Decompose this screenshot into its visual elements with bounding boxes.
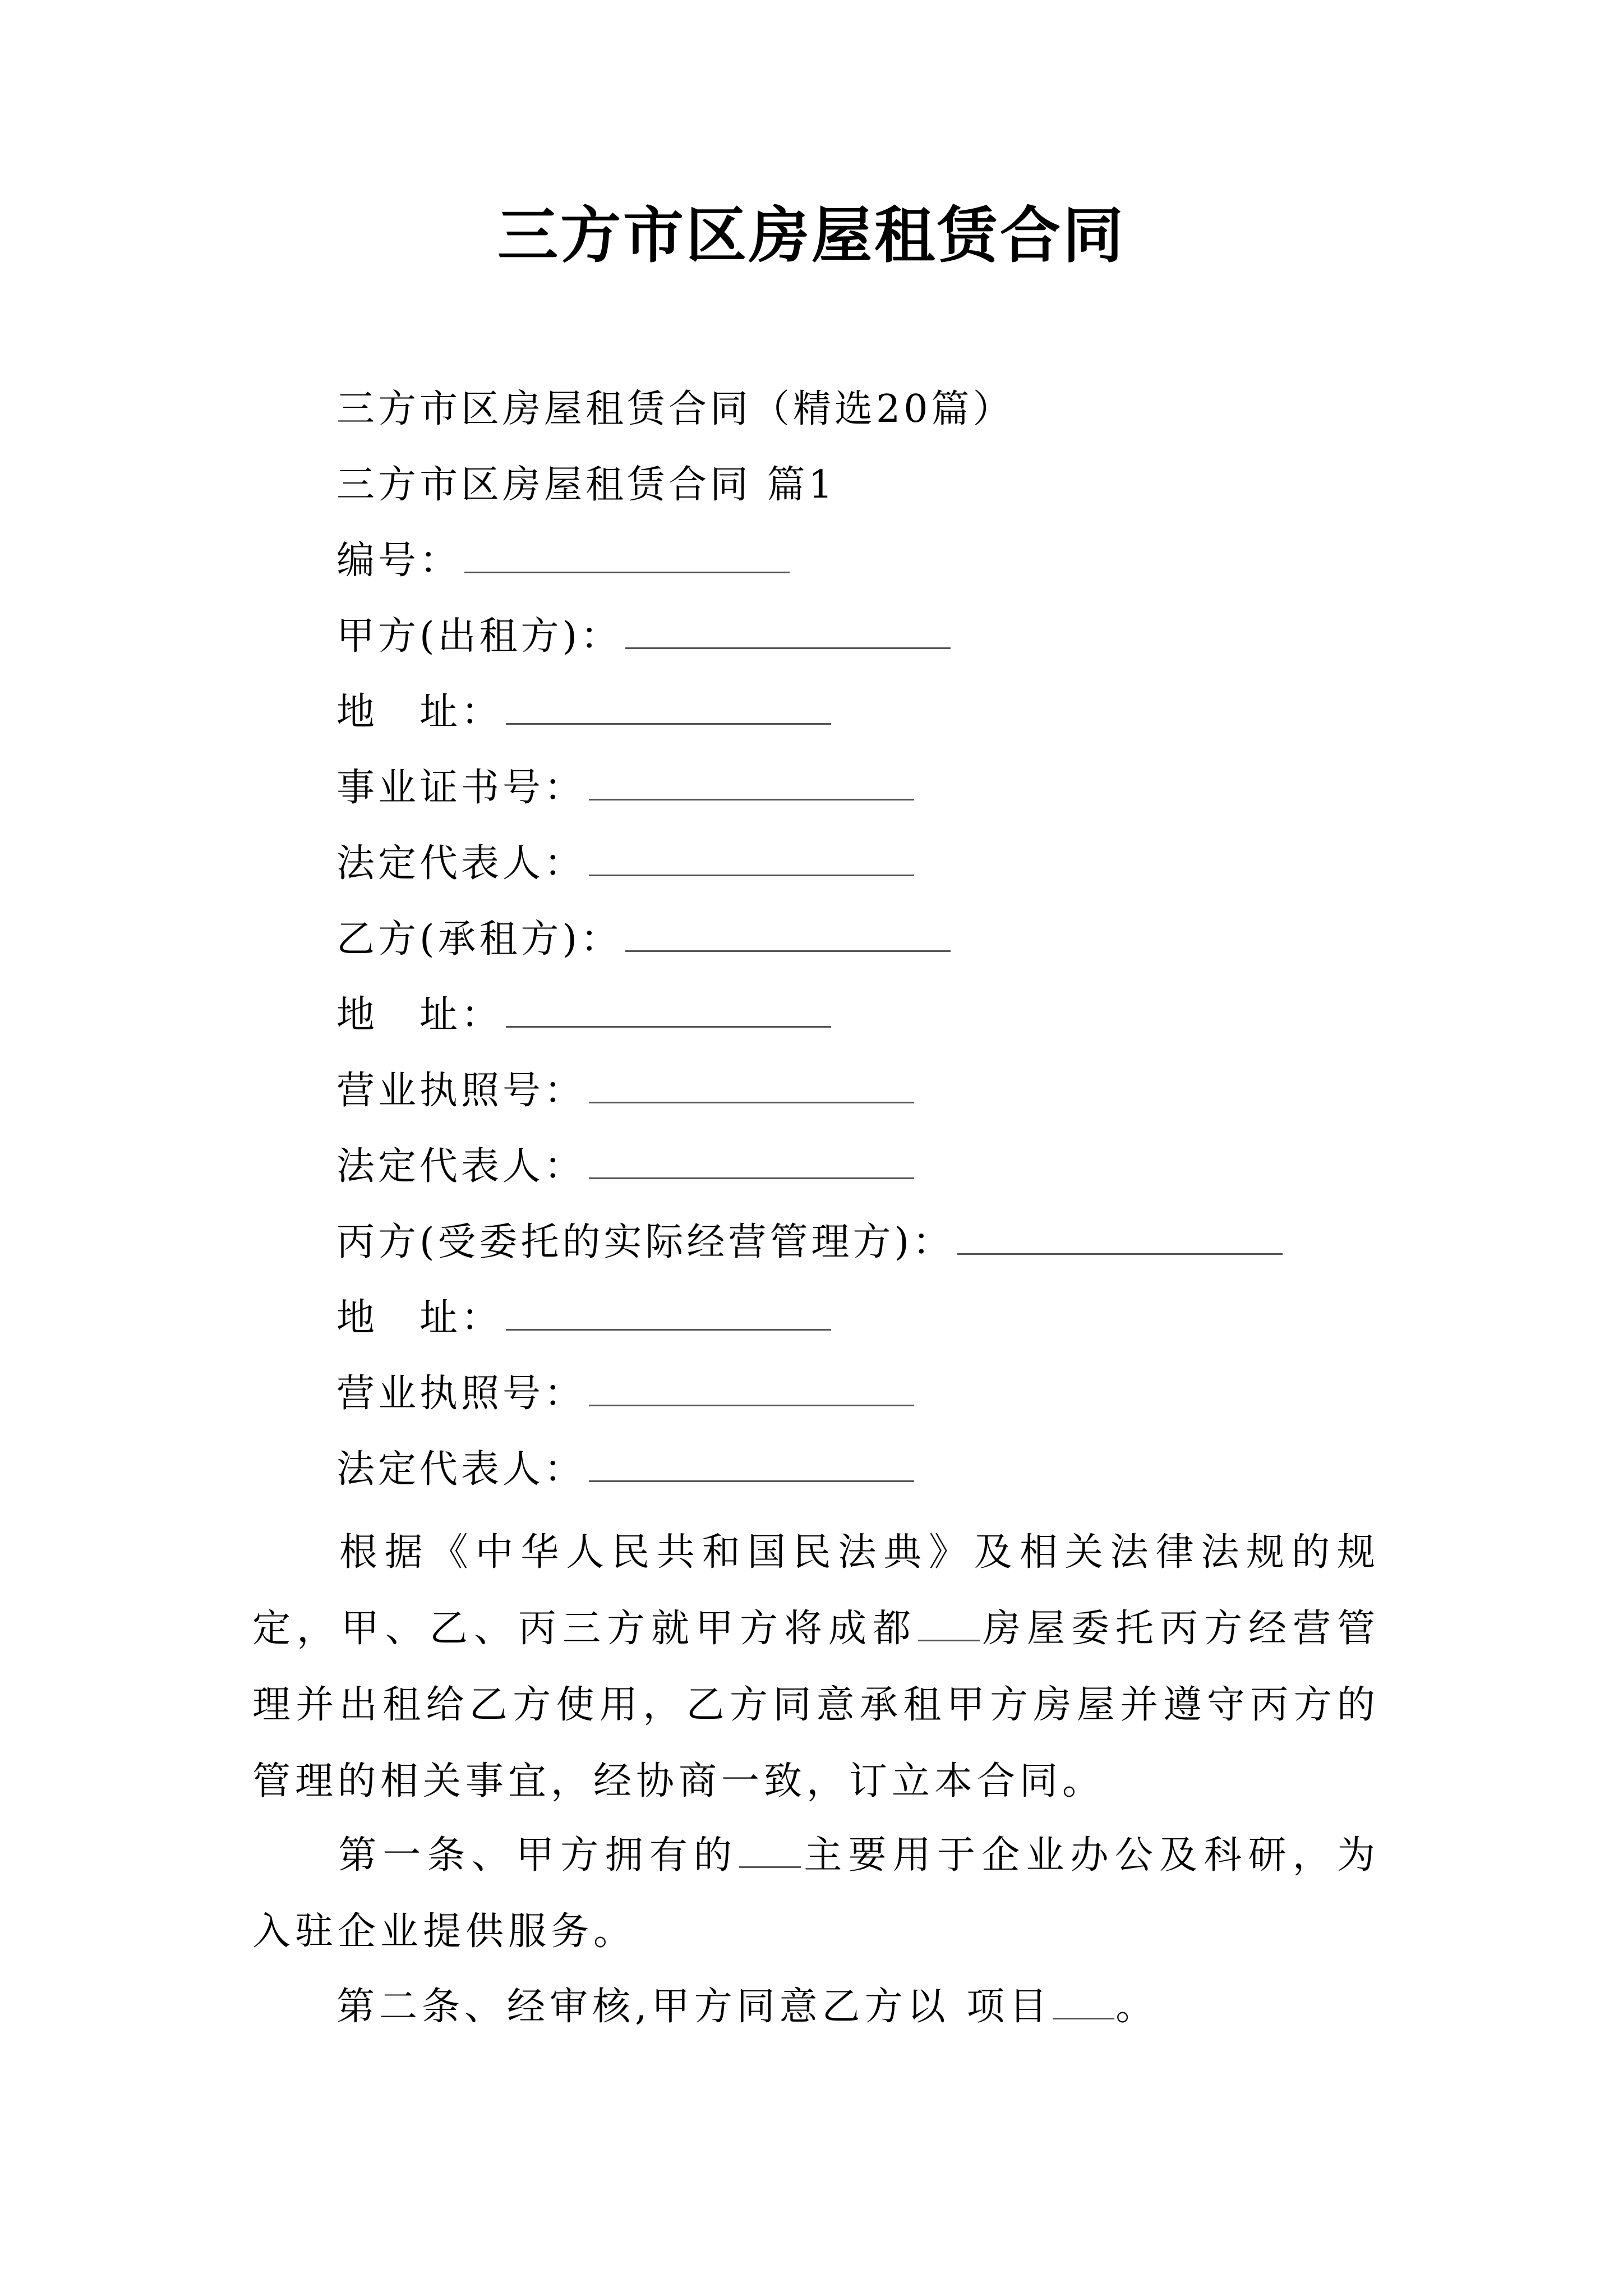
field-label: 法定代表人： xyxy=(336,841,586,886)
field-label: 地 址： xyxy=(336,1296,503,1340)
blank-line xyxy=(625,615,951,649)
blank-line xyxy=(506,691,831,725)
field-party-a xyxy=(336,611,951,662)
article-1-paragraph xyxy=(252,1818,1380,1970)
field-label: 丙方(受委托的实际经营管理方)： xyxy=(336,1220,955,1264)
field-party-a-address xyxy=(336,687,831,738)
paragraph-text: 主要用于企业办公及科研，为入驻企业提供服务。 xyxy=(252,1833,1380,1954)
field-label: 事业证书号： xyxy=(336,766,586,810)
blank-line xyxy=(625,918,951,952)
blank-line xyxy=(464,539,790,573)
intro-paragraph xyxy=(252,1515,1380,1820)
chapter-heading: 三方市区房屋租赁合同 篇1 xyxy=(336,463,836,507)
blank-line xyxy=(589,766,914,800)
paragraph-text: 。 xyxy=(1115,1985,1159,2029)
field-label: 法定代表人： xyxy=(336,1144,586,1189)
field-label: 法定代表人： xyxy=(336,1447,586,1492)
blank-line xyxy=(739,1834,801,1868)
blank-line xyxy=(589,1145,914,1179)
article-2-paragraph xyxy=(252,1969,1380,2045)
paragraph-text: 根据《中华人民共和国民法典》及相关法律法规的规定，甲、乙、丙三方就甲方将成都 xyxy=(252,1530,1380,1651)
field-label: 甲方(出租方)： xyxy=(336,614,623,659)
blank-line xyxy=(506,993,831,1028)
field-party-c-license xyxy=(336,1369,914,1419)
document-subtitle: 三方市区房屋租赁合同（精选20篇） xyxy=(336,387,1015,431)
field-label: 地 址： xyxy=(336,690,503,734)
paragraph-text: 第一条、甲方拥有的 xyxy=(336,1833,739,1878)
blank-line xyxy=(589,1069,914,1103)
field-party-b-representative xyxy=(336,1142,914,1192)
field-label: 营业执照号： xyxy=(336,1069,586,1113)
blank-line xyxy=(918,1607,980,1641)
field-party-a-certificate xyxy=(336,763,914,813)
field-party-b xyxy=(336,914,951,965)
blank-line xyxy=(506,1296,831,1331)
document-title: 三方市区房屋租赁合同 xyxy=(497,200,1126,271)
blank-line xyxy=(1053,1985,1114,2019)
field-label: 乙方(承租方)： xyxy=(336,917,623,961)
blank-line xyxy=(589,1372,914,1406)
field-contract-number xyxy=(336,536,790,586)
field-party-b-license xyxy=(336,1066,914,1116)
field-party-a-representative xyxy=(336,839,914,889)
paragraph-text: 房屋委托丙方经营管理并出租给乙方使用，乙方同意承租甲方房屋并遵守丙方的管理的相关事宜，经协商一致，订立本合同。 xyxy=(252,1607,1380,1803)
blank-line xyxy=(957,1221,1283,1255)
blank-line xyxy=(589,1448,914,1482)
field-party-c xyxy=(336,1217,1283,1268)
field-label: 编号： xyxy=(336,539,462,583)
field-party-b-address xyxy=(336,990,831,1041)
field-party-c-representative xyxy=(336,1444,914,1495)
field-label: 营业执照号： xyxy=(336,1372,586,1416)
paragraph-text: 第二条、经审核,甲方同意乙方以 项目 xyxy=(336,1985,1052,2029)
field-party-c-address xyxy=(336,1293,831,1343)
field-label: 地 址： xyxy=(336,993,503,1037)
blank-line xyxy=(589,842,914,876)
